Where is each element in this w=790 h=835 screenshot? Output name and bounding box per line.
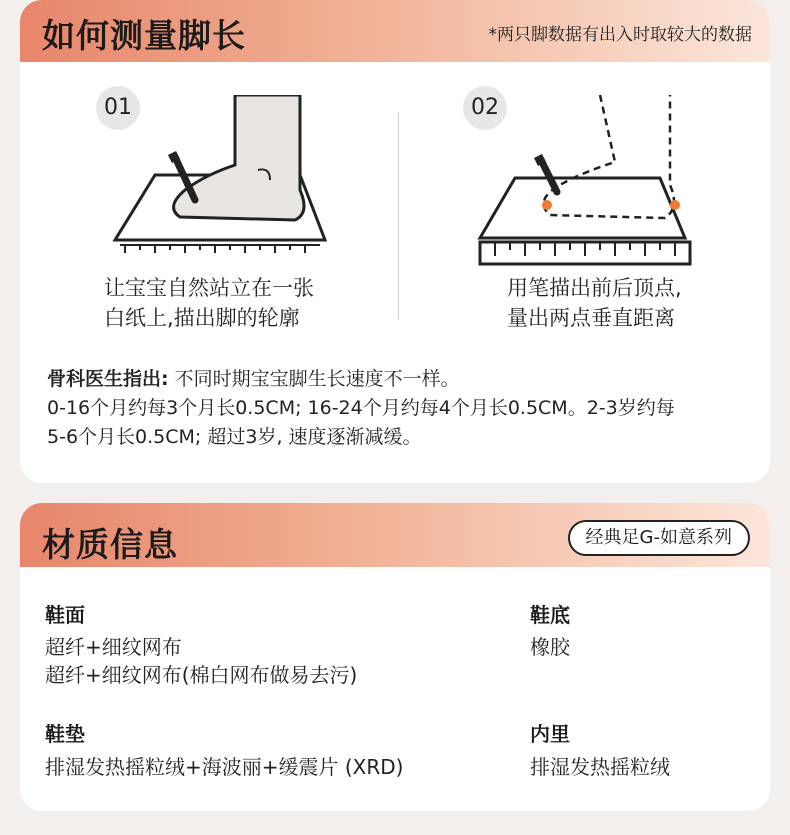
step-divider <box>398 113 399 319</box>
series-badge: 经典足G-如意系列 <box>568 520 750 556</box>
tip-text-1: 不同时期宝宝脚生长速度不一样。 <box>168 368 460 390</box>
measure-card <box>20 0 770 483</box>
material-header <box>20 503 770 567</box>
back-point-dot <box>670 200 680 210</box>
upper-value: 超纤+细纹网布 超纤+细纹网布(棉白网布做易去污) <box>45 635 358 687</box>
material-card <box>20 503 770 811</box>
insole-label: 鞋垫 <box>45 722 85 746</box>
sole-label: 鞋底 <box>530 603 570 627</box>
measure-title: 如何测量脚长 <box>42 16 246 55</box>
measure-note: *两只脚数据有出入时取较大的数据 <box>488 25 752 45</box>
upper-label: 鞋面 <box>45 603 85 627</box>
foot-on-paper-illustration <box>110 95 330 265</box>
tip-text-3: 5-6个月长0.5CM; 超过3岁, 速度逐渐减缓。 <box>47 426 422 448</box>
paper-sheet <box>480 178 685 238</box>
step-2-caption: 用笔描出前后顶点, 量出两点垂直距离 <box>507 276 682 330</box>
tip-label: 骨科医生指出: <box>47 368 169 390</box>
insole-value: 排湿发热摇粒绒+海波丽+缓震片 (XRD) <box>45 755 404 779</box>
tip-text-2: 0-16个月约每3个月长0.5CM; 16-24个月约每4个月长0.5CM。2-3岁约每 <box>47 397 675 419</box>
step-number-2: 02 <box>463 86 507 130</box>
lining-value: 排湿发热摇粒绒 <box>530 755 670 779</box>
doctor-tip <box>47 365 747 452</box>
lining-label: 内里 <box>530 722 570 746</box>
measure-distance-illustration <box>475 90 695 270</box>
sole-value: 橡胶 <box>530 635 570 659</box>
ruler-ticks <box>120 245 320 253</box>
measure-header <box>20 0 770 62</box>
front-point-dot <box>542 200 552 210</box>
material-title: 材质信息 <box>42 525 178 564</box>
step-1-caption: 让宝宝自然站立在一张 白纸上,描出脚的轮廓 <box>104 276 314 330</box>
step-number-1: 01 <box>96 86 140 130</box>
